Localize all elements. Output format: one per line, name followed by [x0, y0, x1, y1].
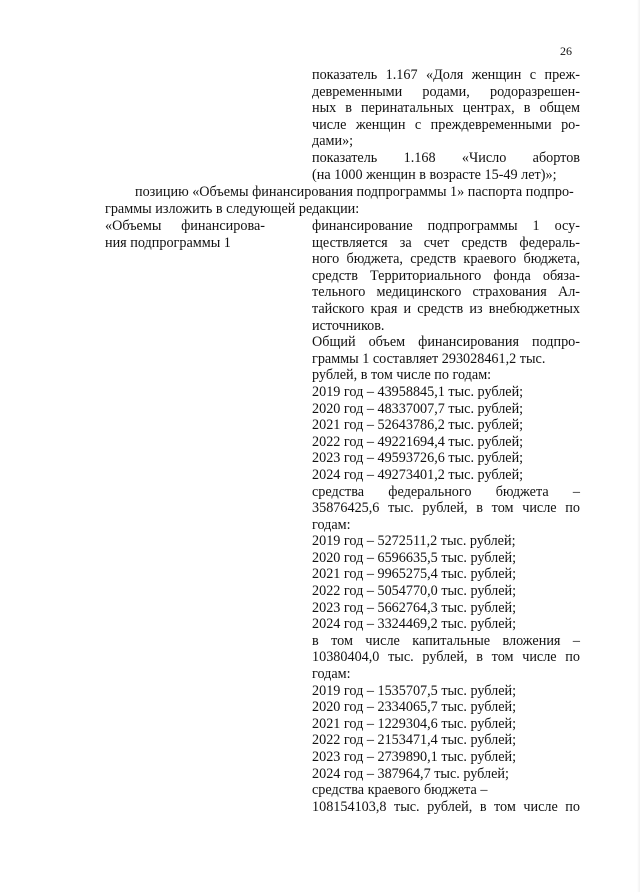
indicator-1167-line: дами»; [312, 133, 354, 150]
total-year-row: 2024 год – 49273401,2 тыс. рублей; [312, 466, 524, 483]
federal-year-row: 2021 год – 9965275,4 тыс. рублей; [312, 566, 517, 583]
regional-line: средства краевого бюджета – [312, 782, 488, 799]
federal-year-row: 2019 год – 5272511,2 тыс. рублей; [312, 533, 516, 550]
regional-line: 108154103,8 тыс. рублей, в том числе по [312, 798, 580, 815]
capital-year-row: 2020 год – 2334065,7 тыс. рублей; [312, 699, 517, 716]
federal-line: годам: [312, 516, 351, 533]
indicator-1168-line: показатель 1.168 «Число абортов [312, 149, 580, 166]
indicator-1167-line: ных в перинатальных центрах, в общем [312, 100, 580, 117]
financing-text-line: ществляется за счет средств федераль- [312, 234, 580, 251]
federal-line: средства федерального бюджета – [312, 483, 580, 500]
intro-paragraph [105, 184, 583, 217]
federal-year-row: 2020 год – 6596635,5 тыс. рублей; [312, 549, 517, 566]
left-label-line: ния подпрограммы 1 [105, 234, 231, 251]
total-line: рублей, в том числе по годам: [312, 367, 492, 384]
total-year-row: 2023 год – 49593726,6 тыс. рублей; [312, 450, 524, 467]
total-line: граммы 1 составляет 293028461,2 тыс. [312, 350, 546, 367]
indicator-1167-line: девременными родами, родоразрешен- [312, 83, 580, 100]
intro-line: позицию «Объемы финансирования подпрограммы 1» паспорта подпро- [135, 184, 574, 200]
capital-line: 10380404,0 тыс. рублей, в том числе по [312, 649, 580, 666]
federal-line: 35876425,6 тыс. рублей, в том числе по [312, 500, 580, 517]
table-left-label [105, 218, 265, 251]
capital-year-row: 2021 год – 1229304,6 тыс. рублей; [312, 715, 517, 732]
financing-text-line: финансирование подпрограммы 1 осу- [312, 218, 580, 234]
intro-line: граммы изложить в следующей редакции: [105, 200, 360, 217]
capital-year-row: 2019 год – 1535707,5 тыс. рублей; [312, 682, 517, 699]
indicator-1168-line: (на 1000 женщин в возрасте 15-49 лет)»; [312, 166, 557, 183]
indicator-1167-line: показатель 1.167 «Доля женщин с преж- [312, 67, 580, 83]
federal-year-row: 2022 год – 5054770,0 тыс. рублей; [312, 583, 517, 600]
total-year-row: 2022 год – 49221694,4 тыс. рублей; [312, 433, 524, 450]
financing-text-line: источников. [312, 317, 385, 334]
capital-year-row: 2024 год – 387964,7 тыс. рублей; [312, 765, 509, 782]
total-year-row: 2019 год – 43958845,1 тыс. рублей; [312, 383, 524, 400]
capital-line: в том числе капитальные вложения – [312, 632, 580, 649]
left-label-line: «Объемы финансирова- [105, 218, 265, 234]
capital-year-row: 2023 год – 2739890,1 тыс. рублей; [312, 749, 517, 765]
total-year-row: 2021 год – 52643786,2 тыс. рублей; [312, 417, 524, 434]
page-number: 26 [560, 44, 572, 58]
indicator-1167-line: числе женщин с преждевременными ро- [312, 116, 580, 133]
financing-text-line: тельного медицинского страхования Ал- [312, 284, 580, 301]
federal-year-row: 2023 год – 5662764,3 тыс. рублей; [312, 599, 517, 616]
indicators-block [312, 67, 580, 183]
table-right-content [312, 218, 580, 815]
total-line: Общий объем финансирования подпро- [312, 334, 580, 351]
federal-year-row: 2024 год – 3324469,2 тыс. рублей; [312, 616, 517, 633]
capital-year-row: 2022 год – 2153471,4 тыс. рублей; [312, 732, 517, 749]
total-year-row: 2020 год – 48337007,7 тыс. рублей; [312, 400, 524, 417]
financing-text-line: средств Территориального фонда обяза- [312, 267, 580, 284]
financing-text-line: ного бюджета, средств краевого бюджета, [312, 251, 580, 268]
capital-line: годам: [312, 666, 351, 683]
financing-text-line: тайского края и средств из внебюджетных [312, 300, 580, 317]
